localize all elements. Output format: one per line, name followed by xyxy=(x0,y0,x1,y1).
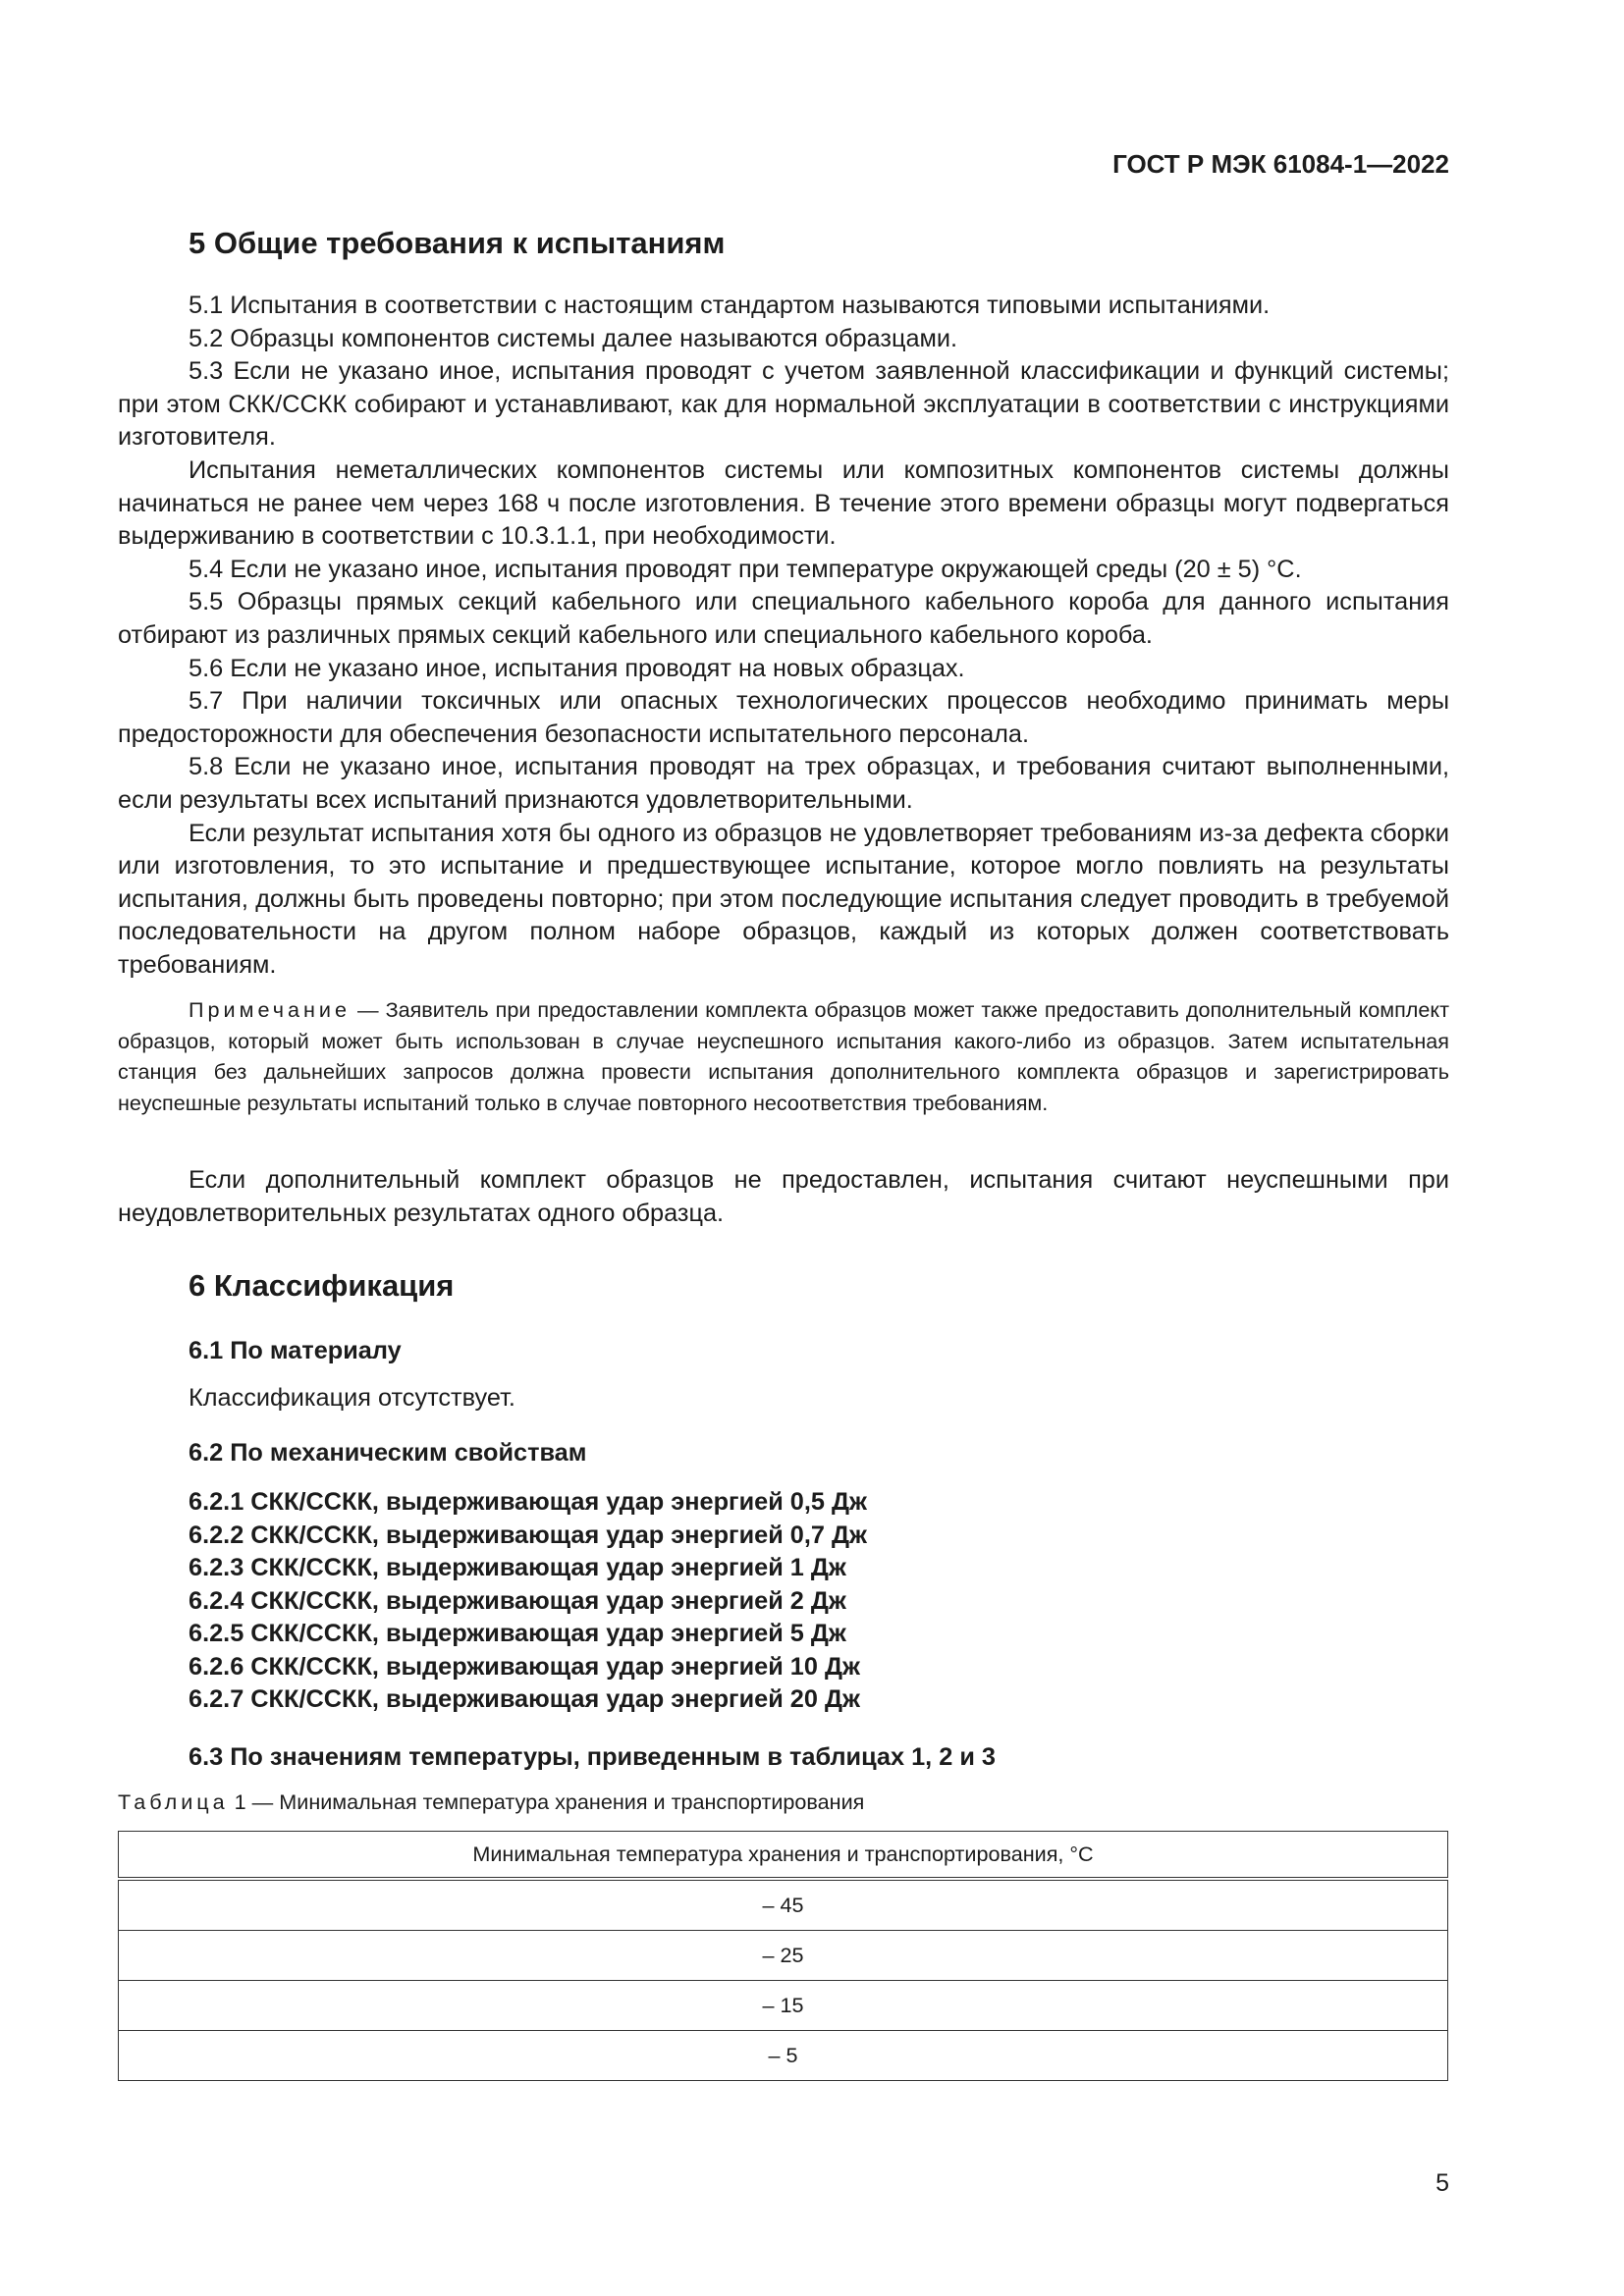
clause-5-5: 5.5 Образцы прямых секций кабельного или специального кабельного короба для данного испытания отбирают из различных прямых секций кабельного или специального кабельного короба. xyxy=(118,588,1449,649)
clause-5-8-continuation: Если результат испытания хотя бы одного из образцов не удовлетворяет требованиям из-за дефекта сборки или изготовления, то это испытание и предшествующее испытание, которое могло повлиять на результаты испытания, должны быть проведены повторно; при этом последующие испытания следует проводить в требуемой последовательности на другом полном наборе образцов, каждый из которых должен соответствовать требованиям. xyxy=(118,819,1449,979)
list-item: 6.2.7 СКК/ССКК, выдерживающая удар энергией 20 Дж xyxy=(189,1685,860,1713)
table-caption-label: Таблица xyxy=(118,1789,229,1814)
table-cell: – 15 xyxy=(119,1981,1448,2031)
table-header-row xyxy=(119,1832,1448,1880)
clause-5-1: 5.1 Испытания в соответствии с настоящим стандартом называются типовыми испытаниями. xyxy=(189,292,1271,319)
table-row xyxy=(119,1879,1448,1931)
subsection-6-1-title: 6.1 По материалу xyxy=(189,1337,402,1364)
closing-paragraph-block xyxy=(118,1164,1449,1230)
note-label: Примечание xyxy=(189,997,351,1022)
table-1-caption xyxy=(118,1789,864,1815)
section-5-title: 5 Общие требования к испытаниям xyxy=(189,226,726,260)
table-row xyxy=(119,2031,1448,2081)
clause-5-4: 5.4 Если не указано иное, испытания проводят при температуре окружающей среды (20 ± 5) °С. xyxy=(189,555,1302,583)
list-item: 6.2.3 СКК/ССКК, выдерживающая удар энергией 1 Дж xyxy=(189,1554,846,1581)
list-item: 6.2.6 СКК/ССКК, выдерживающая удар энергией 10 Дж xyxy=(189,1652,860,1681)
list-item: 6.2.2 СКК/ССКК, выдерживающая удар энергией 0,7 Дж xyxy=(189,1521,867,1549)
table-cell: – 5 xyxy=(119,2031,1448,2081)
note-text: — Заявитель при предоставлении комплекта образцов может также предоставить дополнительный комплект образцов, который может быть использован в случае неуспешного испытания какого-либо из образцов. Затем испытательная станция без дальнейших запросов должна провести испытания дополнительного комплекта образцов и зарегистрировать неуспешные результаты испытаний только в случае повторного несоответствия требованиям. xyxy=(118,997,1449,1115)
section-6-title: 6 Классификация xyxy=(189,1268,455,1303)
table-1 xyxy=(118,1831,1448,2081)
list-item: 6.2.4 СКК/ССКК, выдерживающая удар энергией 2 Дж xyxy=(189,1586,846,1615)
list-item: 6.2.5 СКК/ССКК, выдерживающая удар энергией 5 Дж xyxy=(189,1620,846,1647)
clause-5-3-continuation: Испытания неметаллических компонентов системы или композитных компонентов системы должны начинаться не ранее чем через 168 ч после изготовления. В течение этого времени образцы могут подвергаться выдерживанию в соответствии с 10.3.1.1, при необходимости. xyxy=(118,455,1449,551)
impact-energy-list xyxy=(189,1486,867,1717)
table-column-header: Минимальная температура хранения и транспортирования, °С xyxy=(119,1832,1448,1880)
page-number: 5 xyxy=(1435,2169,1449,2197)
subsection-6-1-text: Классификация отсутствует. xyxy=(189,1384,515,1412)
section-5-body xyxy=(118,290,1449,982)
subsection-6-2-title: 6.2 По механическим свойствам xyxy=(189,1439,587,1467)
table-cell: – 45 xyxy=(119,1879,1448,1931)
subsection-6-3-title: 6.3 По значениям температуры, приведенным в таблицах 1, 2 и 3 xyxy=(189,1743,996,1771)
clause-5-3: 5.3 Если не указано иное, испытания проводят с учетом заявленной классификации и функций системы; при этом СКК/ССКК собирают и устанавливают, как для нормальной эксплуатации в соответствии с инструкциями изготовителя. xyxy=(118,357,1449,452)
table-row xyxy=(119,1981,1448,2031)
clause-5-6: 5.6 Если не указано иное, испытания проводят на новых образцах. xyxy=(189,654,965,682)
table-cell: – 25 xyxy=(119,1931,1448,1981)
clause-5-2: 5.2 Образцы компонентов системы далее называются образцами. xyxy=(189,324,958,352)
table-caption-text: 1 — Минимальная температура хранения и транспортирования xyxy=(228,1789,865,1814)
note-paragraph xyxy=(118,994,1449,1118)
clause-5-7: 5.7 При наличии токсичных или опасных технологических процессов необходимо принимать меры предосторожности для обеспечения безопасности испытательного персонала. xyxy=(118,687,1449,748)
table-row xyxy=(119,1931,1448,1981)
clause-5-8: 5.8 Если не указано иное, испытания проводят на трех образцах, и требования считают выполненными, если результаты всех испытаний признаются удовлетворительными. xyxy=(118,753,1449,814)
closing-paragraph: Если дополнительный комплект образцов не предоставлен, испытания считают неуспешными при неудовлетворительных результатах одного образца. xyxy=(118,1166,1449,1227)
running-header: ГОСТ Р МЭК 61084-1—2022 xyxy=(1112,149,1449,179)
list-item: 6.2.1 СКК/ССКК, выдерживающая удар энергией 0,5 Дж xyxy=(189,1488,867,1516)
